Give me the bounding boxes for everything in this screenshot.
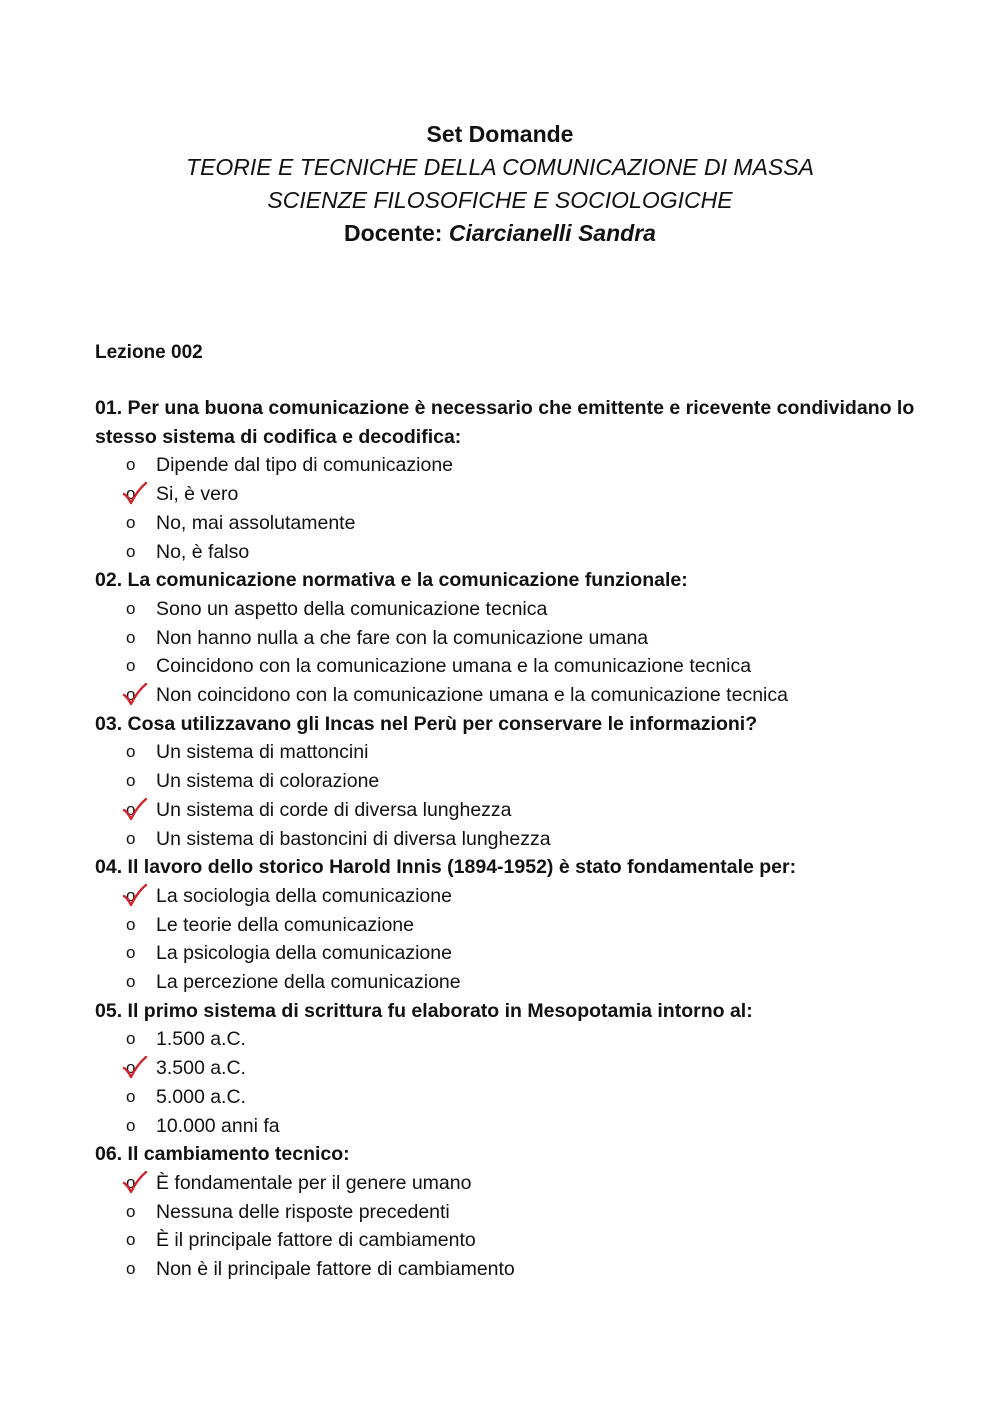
option-text: La psicologia della comunicazione [156,942,452,965]
bullet-icon: o [126,598,136,618]
teacher-name: Ciarcianelli Sandra [448,220,656,246]
option-text: Un sistema di colorazione [156,770,380,793]
option-text: No, mai assolutamente [156,511,356,534]
bullet-icon: o [126,541,136,561]
checkmark-icon [122,1171,148,1195]
course-name: TEORIE E TECNICHE DELLA COMUNICAZIONE DI MASSA [186,154,814,180]
option-text: Un sistema di bastoncini di diversa lunghezza [156,827,551,850]
bullet-icon: o [126,1115,136,1135]
question-block [95,710,915,854]
option-list [95,595,915,710]
option-item [95,911,915,940]
option-list [95,451,915,566]
option-text: La percezione della comunicazione [156,971,461,994]
question-block [95,566,915,710]
question-text: 04. Il lavoro dello storico Harold Innis (1894-1952) è stato fondamentale per: [95,856,797,879]
option-item [95,1255,915,1284]
option-text: 3.500 a.C. [156,1057,246,1080]
bullet-icon: o [126,1230,136,1250]
bullet-icon: o [126,943,136,963]
document-title: Set Domande [426,121,574,147]
option-item [95,652,915,681]
question-list [95,394,915,1284]
option-item [95,538,915,567]
bullet-icon: o [126,455,136,475]
lesson-title: Lezione 002 [95,342,203,363]
option-text: Le teorie della comunicazione [156,913,414,936]
option-list [95,738,915,853]
option-item-correct [95,681,915,710]
option-item-correct [95,1054,915,1083]
bullet-icon: o [126,1259,136,1279]
option-text: La sociologia della comunicazione [156,884,452,907]
bullet-icon: o [126,828,136,848]
teacher-label: Docente: [344,220,443,246]
option-item [95,767,915,796]
checkmark-icon [122,1056,148,1080]
checkmark-icon [122,482,148,506]
bullet-icon: o [126,1201,136,1221]
option-text: Sono un aspetto della comunicazione tecnica [156,597,548,620]
bullet-icon: o [126,484,136,504]
option-list [95,882,915,997]
option-item [95,1025,915,1054]
bullet-icon: o [126,1172,136,1192]
option-item [95,624,915,653]
checkmark-icon [122,884,148,908]
option-text: Un sistema di mattoncini [156,741,369,764]
option-text: Nessuna delle risposte precedenti [156,1200,450,1223]
bullet-icon: o [126,914,136,934]
option-text: 5.000 a.C. [156,1085,246,1108]
option-item-correct [95,882,915,911]
option-item [95,595,915,624]
bullet-icon: o [126,685,136,705]
question-block [95,997,915,1141]
option-text: 10.000 anni fa [156,1114,280,1137]
option-item-correct [95,480,915,509]
option-list [95,1025,915,1140]
option-text: Dipende dal tipo di comunicazione [156,454,454,477]
option-item-correct [95,1169,915,1198]
option-text: È il principale fattore di cambiamento [156,1229,476,1252]
bullet-icon: o [126,972,136,992]
checkmark-icon [122,683,148,707]
question-block [95,853,915,997]
option-text: È fondamentale per il genere umano [156,1171,472,1194]
option-item [95,1226,915,1255]
option-text: No, è falso [156,540,250,563]
option-item [95,1198,915,1227]
option-text: Non è il principale fattore di cambiamento [156,1258,515,1281]
option-item [95,939,915,968]
option-text: Coincidono con la comunicazione umana e la comunicazione tecnica [156,655,752,678]
option-text: Si, è vero [156,483,239,506]
option-item [95,968,915,997]
option-item [95,509,915,538]
teacher-line [0,217,1000,250]
option-item [95,1083,915,1112]
question-text: 01. Per una buona comunicazione è necessario che emittente e ricevente condividano lo stesso sistema di codifica e decodifica: [95,397,915,448]
bullet-icon: o [126,885,136,905]
bullet-icon: o [126,1086,136,1106]
option-item [95,825,915,854]
question-text: 05. Il primo sistema di scrittura fu elaborato in Mesopotamia intorno al: [95,999,753,1022]
option-list [95,1169,915,1284]
option-text: 1.500 a.C. [156,1028,246,1051]
option-text: Non hanno nulla a che fare con la comunicazione umana [156,626,649,649]
option-item-correct [95,796,915,825]
bullet-icon: o [126,656,136,676]
bullet-icon: o [126,771,136,791]
option-item [95,738,915,767]
bullet-icon: o [126,512,136,532]
question-block [95,1140,915,1284]
question-text: 02. La comunicazione normativa e la comunicazione funzionale: [95,569,688,592]
bullet-icon: o [126,799,136,819]
option-item [95,451,915,480]
checkmark-icon [122,798,148,822]
question-block [95,394,915,566]
bullet-icon: o [126,1058,136,1078]
bullet-icon: o [126,742,136,762]
bullet-icon: o [126,627,136,647]
bullet-icon: o [126,1029,136,1049]
question-text: 06. Il cambiamento tecnico: [95,1143,350,1166]
option-item [95,1112,915,1141]
question-text: 03. Cosa utilizzavano gli Incas nel Perù per conservare le informazioni? [95,712,758,735]
faculty-name: SCIENZE FILOSOFICHE E SOCIOLOGICHE [267,187,733,213]
option-text: Un sistema di corde di diversa lunghezza [156,798,512,821]
document-header [0,118,1000,250]
option-text: Non coincidono con la comunicazione umana e la comunicazione tecnica [156,684,788,707]
